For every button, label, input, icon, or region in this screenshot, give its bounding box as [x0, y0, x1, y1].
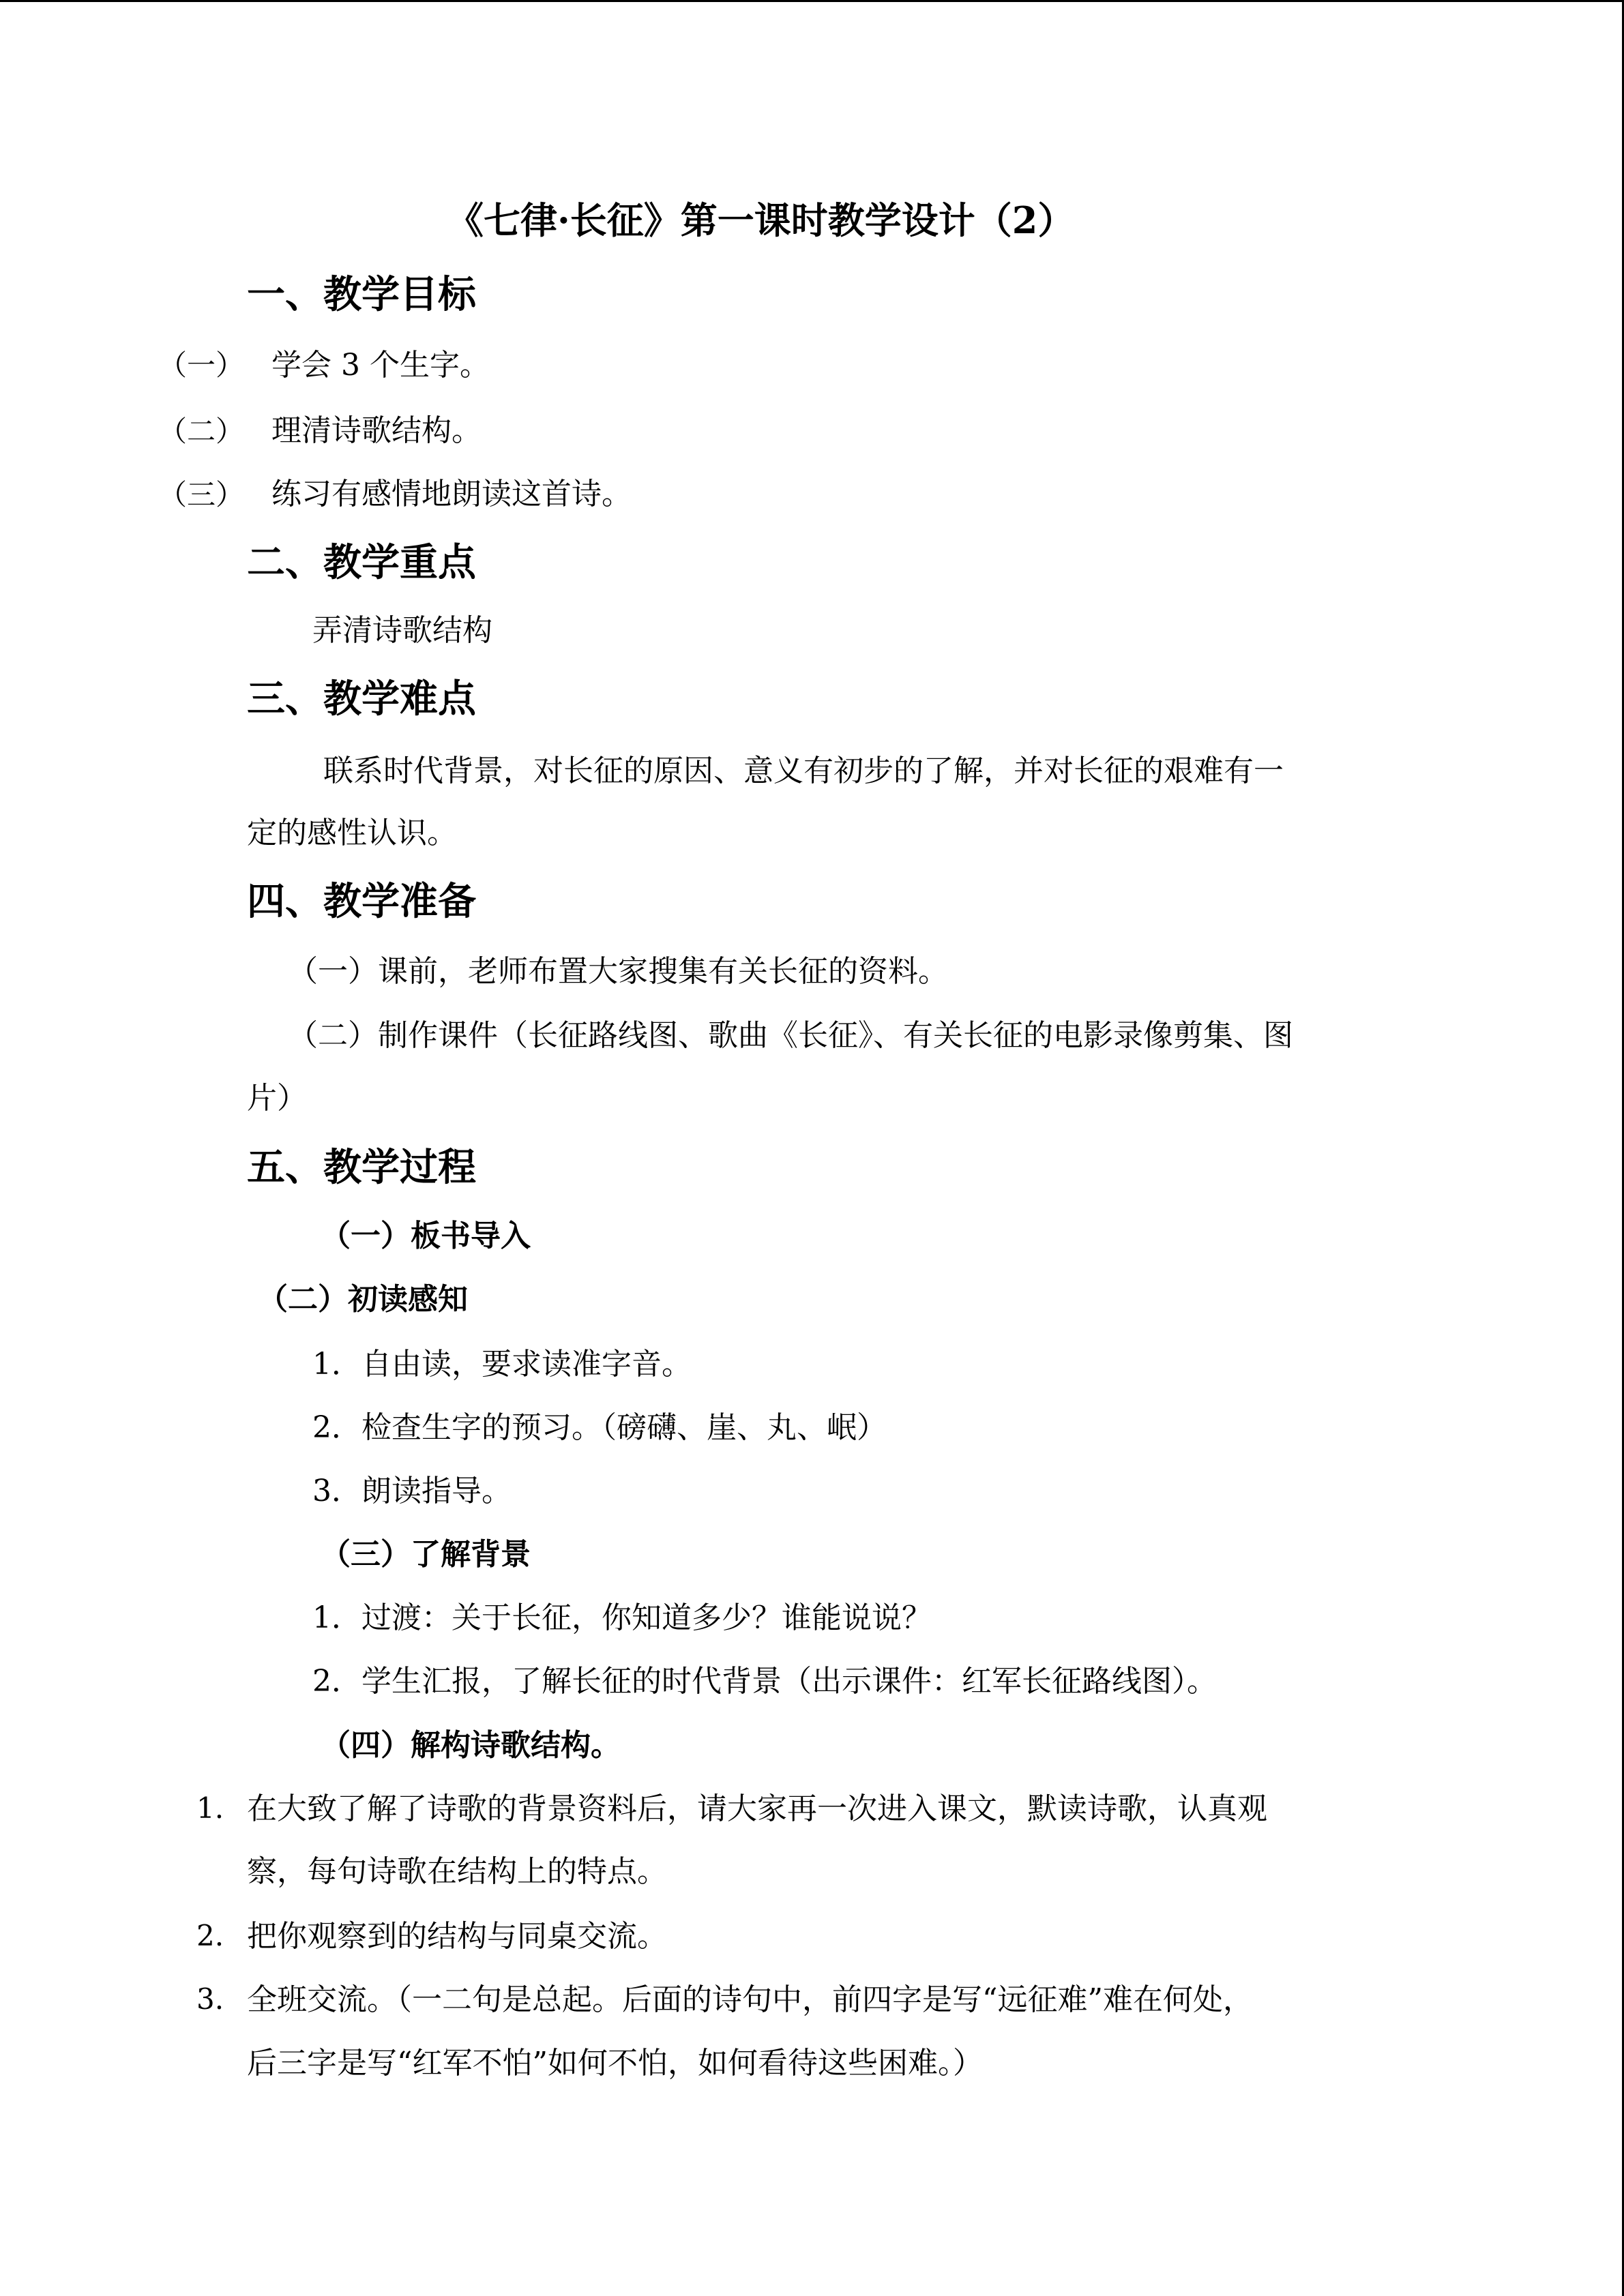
list-item: 理清诗歌结构。 [271, 413, 482, 448]
section-heading-key-points: 二、教学重点 [247, 540, 476, 585]
section-heading-objectives: 一、教学目标 [247, 272, 476, 317]
paragraph: 联系时代背景，对长征的原因、意义有初步的了解，并对长征的艰难有一 [323, 754, 1284, 788]
list-marker: （一） [158, 348, 245, 382]
list-marker: （三） [158, 478, 245, 511]
paragraph: 弄清诗歌结构 [312, 613, 492, 648]
list-item: 把你观察到的结构与同桌交流。 [247, 1919, 667, 1954]
list-item: 2．学生汇报，了解长征的时代背景（出示课件：红军长征路线图）。 [312, 1664, 1217, 1699]
section-heading-process: 五、教学过程 [247, 1145, 476, 1190]
subheading: （四）解构诗歌结构。 [321, 1728, 621, 1763]
list-item: 后三字是写“红军不怕”如何不怕，如何看待这些困难。） [247, 2046, 983, 2081]
paragraph: 定的感性认识。 [247, 816, 457, 850]
subheading: （二）初读感知 [258, 1282, 468, 1317]
list-item: 3．朗读指导。 [312, 1474, 512, 1508]
list-item: 练习有感情地朗读这首诗。 [271, 477, 632, 511]
list-item: 2．检查生字的预习。（磅礴、崖、丸、岷） [312, 1410, 887, 1445]
list-item: （二）制作课件（长征路线图、歌曲《长征》、有关长征的电影录像剪集、图 [288, 1018, 1293, 1053]
list-marker: （二） [158, 415, 245, 448]
list-item: （一）课前，老师布置大家搜集有关长征的资料。 [288, 954, 948, 989]
list-item: 在大致了解了诗歌的背景资料后，请大家再一次进入课文，默读诗歌，认真观 [247, 1791, 1267, 1826]
list-item: 1．自由读，要求读准字音。 [312, 1347, 692, 1382]
list-item: 察，每句诗歌在结构上的特点。 [247, 1854, 667, 1889]
list-item: 片） [247, 1081, 307, 1116]
page-title: 《七律·长征》第一课时教学设计（2） [447, 198, 1075, 242]
list-item: 学会 3 个生字。 [271, 348, 490, 383]
list-item: 1．过渡：关于长征，你知道多少？谁能说说？ [312, 1600, 932, 1635]
section-heading-difficulties: 三、教学难点 [247, 676, 476, 721]
list-item: 全班交流。（一二句是总起。后面的诗句中，前四字是写“远征难”难在何处， [247, 1982, 1253, 2017]
section-heading-preparation: 四、教学准备 [247, 879, 476, 924]
list-number: 2. [196, 1919, 224, 1952]
list-number: 3. [196, 1982, 224, 2016]
subheading: （三）了解背景 [321, 1537, 531, 1572]
subheading: （一）板书导入 [321, 1219, 531, 1253]
list-number: 1. [196, 1791, 224, 1825]
